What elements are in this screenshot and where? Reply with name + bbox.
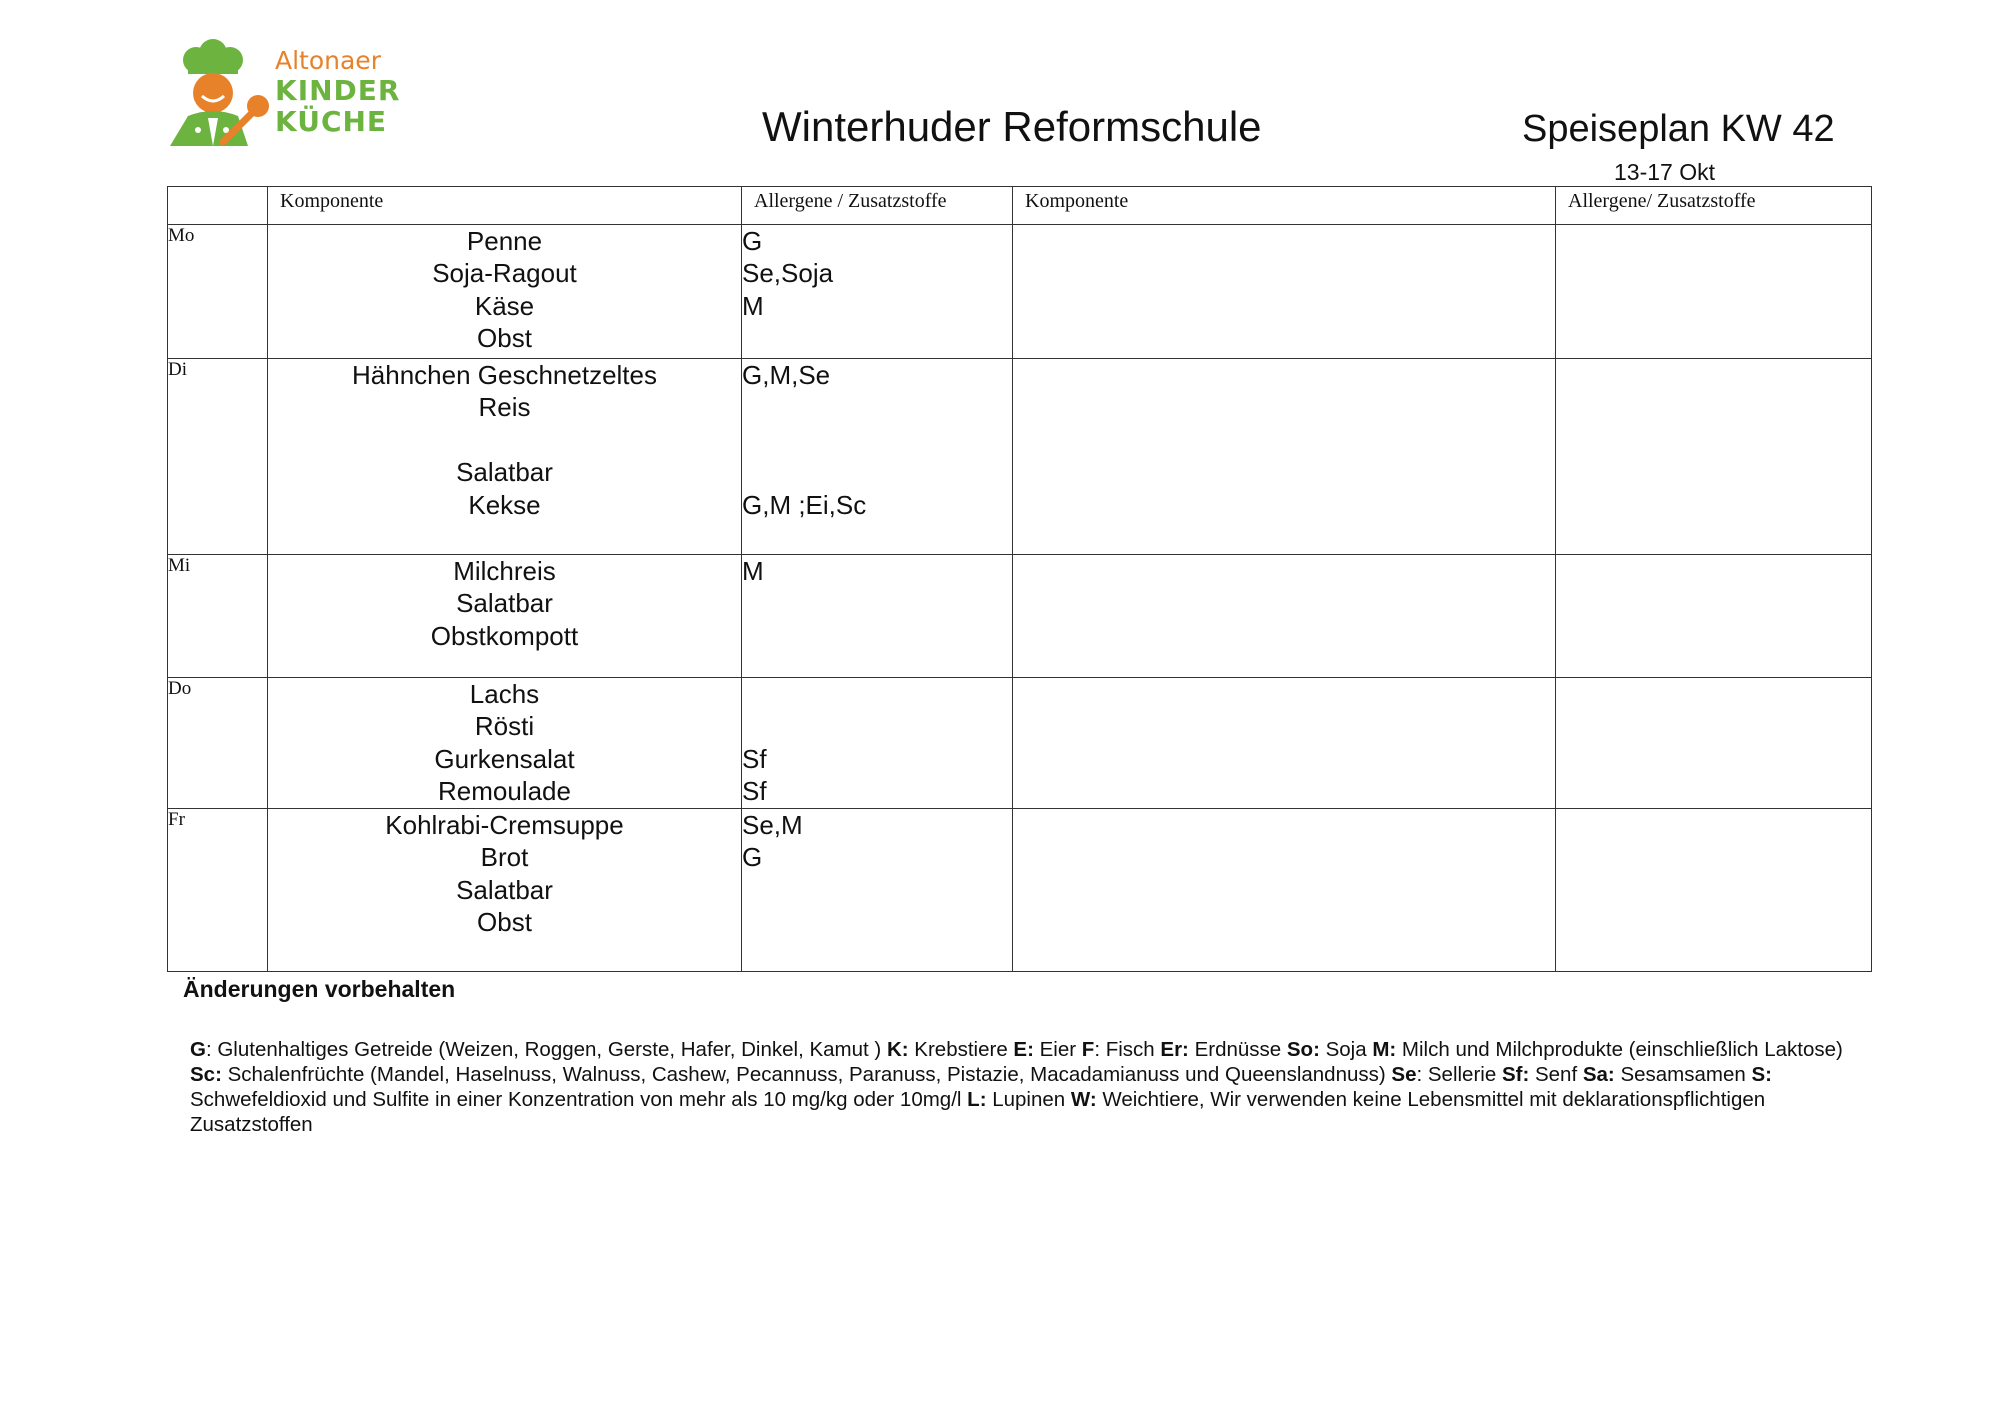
allergens-cell bbox=[742, 678, 1013, 809]
table-row-mo bbox=[168, 225, 1872, 359]
legend-code: G bbox=[190, 1038, 206, 1061]
header-allergene-2: Allergene/ Zusatzstoffe bbox=[1556, 187, 1872, 225]
header-allergene-1: Allergene / Zusatzstoffe bbox=[742, 187, 1013, 225]
component-item: Käse bbox=[474, 290, 535, 321]
chef-logo-icon bbox=[168, 38, 273, 148]
legend-code: Sc: bbox=[190, 1063, 222, 1086]
legend-text: Eier bbox=[1033, 1038, 1082, 1061]
logo-text-kinder: KINDER bbox=[275, 74, 401, 107]
allergen-item: G,M,Se bbox=[742, 360, 831, 390]
allergen-item bbox=[742, 456, 1012, 488]
components-cell bbox=[268, 225, 742, 359]
legend-text: : Glutenhaltiges Getreide (Weizen, Roggen, Gerste, Hafer, Dinkel, Kamut ) bbox=[205, 1038, 887, 1061]
empty-components-cell bbox=[1013, 225, 1556, 359]
allergen-legend bbox=[190, 1037, 1870, 1137]
component-item: Obst bbox=[477, 907, 532, 938]
allergen-item: Sf bbox=[742, 743, 767, 774]
legend-code: E: bbox=[1013, 1038, 1034, 1061]
legend-code: Sa: bbox=[1582, 1063, 1615, 1086]
component-item: Remoulade bbox=[438, 776, 571, 807]
allergen-item: Sf bbox=[742, 776, 767, 807]
component-item: Soja-Ragout bbox=[432, 258, 577, 289]
component-item: Salatbar bbox=[456, 457, 553, 488]
legend-text: Erdnüsse bbox=[1188, 1038, 1287, 1061]
component-item: Reis bbox=[478, 392, 531, 423]
legend-code: Er: bbox=[1160, 1038, 1189, 1061]
legend-text: Krebstiere bbox=[908, 1038, 1014, 1061]
legend-code: L: bbox=[967, 1088, 987, 1111]
allergens-cell bbox=[742, 359, 1013, 555]
plan-date-range: 13-17 Okt bbox=[1614, 159, 1715, 185]
allergen-item: G,M ;Ei,Sc bbox=[742, 489, 867, 520]
legend-text: : Sellerie bbox=[1416, 1063, 1502, 1086]
day-label: Di bbox=[168, 359, 268, 555]
allergen-item: G bbox=[742, 842, 763, 873]
allergen-item bbox=[742, 424, 1012, 456]
legend-text: Weichtiere, Wir verwenden keine Lebensmittel mit deklarationspflichtigen Zusatzstoffen bbox=[190, 1088, 1766, 1136]
components-cell bbox=[268, 359, 742, 555]
components-cell bbox=[268, 678, 742, 809]
empty-components-cell bbox=[1013, 359, 1556, 555]
allergen-item: G bbox=[742, 226, 763, 256]
legend-code: F bbox=[1081, 1038, 1095, 1061]
component-item: Lachs bbox=[469, 679, 540, 709]
components-cell bbox=[268, 809, 742, 972]
legend-text: : Fisch bbox=[1094, 1038, 1161, 1061]
allergen-item: Se,M bbox=[742, 810, 803, 840]
school-title: Winterhuder Reformschule bbox=[762, 103, 1262, 150]
empty-allergens-cell bbox=[1556, 359, 1872, 555]
empty-components-cell bbox=[1013, 678, 1556, 809]
component-item: Salatbar bbox=[456, 588, 553, 619]
component-item: Kekse bbox=[468, 489, 541, 520]
allergens-cell bbox=[742, 225, 1013, 359]
allergen-item bbox=[742, 906, 1012, 938]
empty-allergens-cell bbox=[1556, 225, 1872, 359]
component-item: Hähnchen Geschnetzeltes bbox=[352, 360, 657, 390]
legend-code: Sf: bbox=[1501, 1063, 1530, 1086]
allergen-item: M bbox=[742, 556, 764, 586]
empty-components-cell bbox=[1013, 809, 1556, 972]
changes-note: Änderungen vorbehalten bbox=[183, 976, 456, 1002]
legend-text: Schalenfrüchte (Mandel, Haselnuss, Walnuss, Cashew, Pecannuss, Paranuss, Pistazie, Macadamianuss und Queenslandnuss) bbox=[221, 1063, 1392, 1086]
allergens-cell bbox=[742, 555, 1013, 678]
component-item: Penne bbox=[466, 226, 543, 256]
table-row-di bbox=[168, 359, 1872, 555]
plan-title: Speiseplan KW 42 bbox=[1522, 108, 1835, 150]
component-item: Rösti bbox=[474, 711, 535, 742]
legend-text: Milch und Milchprodukte (einschließlich Laktose) bbox=[1396, 1038, 1843, 1061]
allergen-item bbox=[742, 710, 1012, 742]
legend-text: Soja bbox=[1319, 1038, 1373, 1061]
table-row-do bbox=[168, 678, 1872, 809]
legend-code: W: bbox=[1070, 1088, 1097, 1111]
legend-code: S: bbox=[1751, 1063, 1772, 1086]
legend-text: Sesamsamen bbox=[1614, 1063, 1752, 1086]
component-item: Brot bbox=[480, 842, 529, 873]
empty-components-cell bbox=[1013, 555, 1556, 678]
component-item: Obst bbox=[477, 323, 532, 354]
empty-allergens-cell bbox=[1556, 678, 1872, 809]
table-header-row bbox=[168, 187, 1872, 225]
component-item: Gurkensalat bbox=[434, 743, 575, 774]
day-label: Fr bbox=[168, 809, 268, 972]
header-komponente-1: Komponente bbox=[268, 187, 742, 225]
legend-code: K: bbox=[886, 1038, 909, 1061]
components-cell bbox=[268, 555, 742, 678]
menu-table bbox=[167, 186, 1872, 972]
component-item: Obstkompott bbox=[430, 620, 579, 651]
component-item bbox=[268, 424, 741, 456]
legend-code: So: bbox=[1286, 1038, 1320, 1061]
allergen-item bbox=[742, 587, 1012, 619]
allergen-item bbox=[742, 391, 1012, 423]
component-item: Kohlrabi-Cremsuppe bbox=[385, 810, 624, 840]
altonaer-kinderkueche-logo bbox=[168, 38, 408, 148]
logo-text-altonaer: Altonaer bbox=[275, 46, 381, 75]
day-label: Do bbox=[168, 678, 268, 809]
day-label: Mi bbox=[168, 555, 268, 678]
allergens-cell bbox=[742, 809, 1013, 972]
legend-code: Se bbox=[1391, 1063, 1417, 1086]
empty-allergens-cell bbox=[1556, 809, 1872, 972]
allergen-item: M bbox=[742, 290, 764, 321]
component-item: Salatbar bbox=[456, 874, 553, 905]
legend-text: Lupinen bbox=[986, 1088, 1071, 1111]
allergen-item bbox=[742, 620, 1012, 652]
empty-allergens-cell bbox=[1556, 555, 1872, 678]
table-row-fr bbox=[168, 809, 1872, 972]
day-label: Mo bbox=[168, 225, 268, 359]
component-item: Milchreis bbox=[453, 556, 556, 586]
legend-text: Schwefeldioxid und Sulfite in einer Konzentration von mehr als 10 mg/kg oder 10mg/l bbox=[190, 1088, 968, 1111]
header-day bbox=[168, 187, 268, 225]
header-komponente-2: Komponente bbox=[1013, 187, 1556, 225]
allergen-item bbox=[742, 678, 1012, 710]
allergen-item bbox=[742, 322, 1012, 354]
allergen-item: Se,Soja bbox=[742, 258, 834, 289]
logo-text-kueche: KÜCHE bbox=[275, 105, 388, 138]
legend-text: Senf bbox=[1529, 1063, 1583, 1086]
legend-code: M: bbox=[1372, 1038, 1397, 1061]
allergen-item bbox=[742, 874, 1012, 906]
table-row-mi bbox=[168, 555, 1872, 678]
